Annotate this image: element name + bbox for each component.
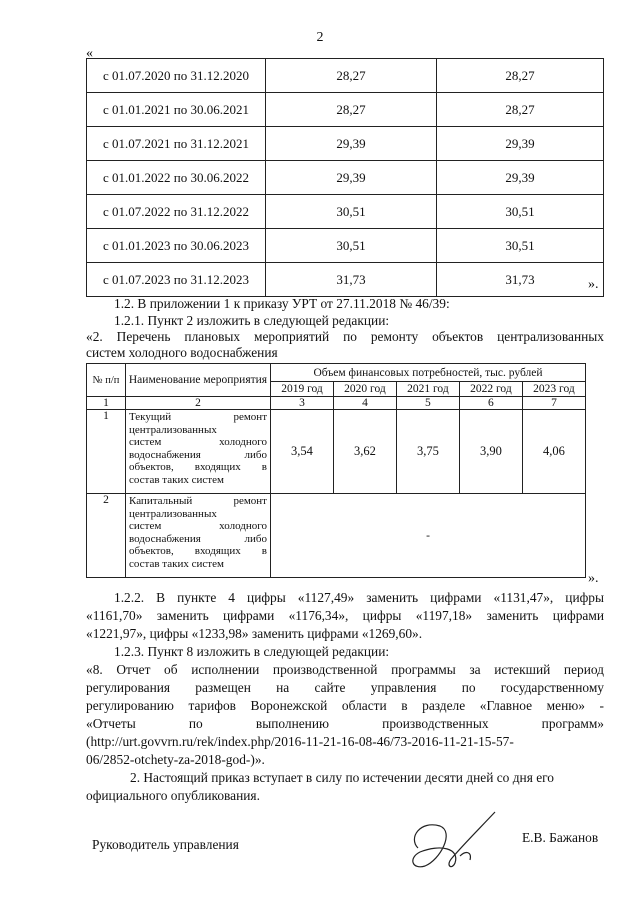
tariff-row [87, 93, 604, 127]
plan-table-close: ». [588, 571, 599, 586]
paragraph-2-line2: официального опубликования. [86, 788, 260, 803]
row-value: 4,06 [522, 410, 585, 494]
column-number: 7 [522, 397, 585, 410]
plan-title-line2: систем холодного водоснабжения [86, 345, 278, 360]
tariff-row [87, 161, 604, 195]
paragraph-1-2-1: 1.2.1. Пункт 2 изложить в следующей редакции: [114, 313, 390, 328]
quote-open: « [86, 46, 93, 61]
row-value: 3,75 [396, 410, 459, 494]
tariff-value2-cell: 29,39 [437, 161, 604, 195]
tariff-value1-cell: 30,51 [266, 229, 437, 263]
tariff-row [87, 127, 604, 161]
tariff-period-cell: с 01.07.2023 по 31.12.2023 [87, 263, 266, 297]
row-name-line: систем холодного [129, 520, 267, 532]
row-dash: - [271, 494, 586, 578]
header-name: Наименование мероприятия [126, 364, 271, 397]
tariff-value2-cell: 30,51 [437, 195, 604, 229]
row-value: 3,54 [271, 410, 334, 494]
paragraph-1-2-3: 1.2.3. Пункт 8 изложить в следующей редакции: [114, 644, 390, 659]
paragraph-1-2: 1.2. В приложении 1 к приказу УРТ от 27.11.2018 № 46/39: [114, 296, 450, 311]
tariff-period-cell: с 01.07.2021 по 31.12.2021 [87, 127, 266, 161]
paragraph-1-2-2-line3: «1221,97», цифры «1233,98» заменить цифрами «1269,60». [86, 626, 423, 641]
paragraph-1-2-2-line2: «1161,70» заменить цифрами «1176,34», цифры «1197,18» заменить цифрами [86, 608, 604, 623]
column-number: 6 [459, 397, 522, 410]
page-number: 2 [316, 30, 324, 45]
header-number: № п/п [87, 364, 126, 397]
row-value: 3,62 [333, 410, 396, 494]
header-year: 2021 год [396, 382, 459, 397]
row-name-line: объектов, входящих в [129, 545, 267, 557]
tariff-value1-cell: 31,73 [266, 263, 437, 297]
tariff-value1-cell: 29,39 [266, 127, 437, 161]
paragraph-8-line4: «Отчеты по выполнению производственных программ» [86, 716, 604, 731]
tariff-period-cell: с 01.01.2023 по 30.06.2023 [87, 229, 266, 263]
paragraph-8-line5: (http://urt.govvrn.ru/rek/index.php/2016-11-21-16-08-46/73-2016-11-21-15-57- [86, 734, 514, 749]
tariff-value2-cell: 28,27 [437, 59, 604, 93]
tariff-value1-cell: 28,27 [266, 93, 437, 127]
row-name-line: водоснабжения либо [129, 532, 267, 545]
row-name-line: централизованных [129, 507, 217, 520]
header-volume: Объем финансовых потребностей, тыс. рублей [271, 364, 586, 382]
tariff-table-close: ». [588, 277, 599, 292]
column-number: 1 [87, 397, 126, 410]
tariff-row [87, 195, 604, 229]
tariff-value2-cell: 28,27 [437, 93, 604, 127]
tariff-value2-cell: 29,39 [437, 127, 604, 161]
row-name-line: Текущий ремонт [129, 411, 267, 423]
row-name-line: водоснабжения либо [129, 448, 267, 461]
tariff-period-cell: с 01.07.2022 по 31.12.2022 [87, 195, 266, 229]
paragraph-2-line1: 2. Настоящий приказ вступает в силу по истечении десяти дней со дня его [130, 770, 555, 785]
tariff-row [87, 263, 604, 297]
row-value: 3,90 [459, 410, 522, 494]
paragraph-8-line1: «8. Отчет об исполнении производственной программы за истекший период [86, 662, 604, 677]
row-name-line: объектов, входящих в [129, 461, 267, 473]
tariff-value1-cell: 28,27 [266, 59, 437, 93]
header-year: 2022 год [459, 382, 522, 397]
row-name-line: состав таких систем [129, 557, 224, 570]
header-year: 2020 год [333, 382, 396, 397]
tariff-period-cell: с 01.01.2021 по 30.06.2021 [87, 93, 266, 127]
tariff-period-cell: с 01.07.2020 по 31.12.2020 [87, 59, 266, 93]
row-name-line: централизованных [129, 423, 217, 436]
signature-name: Е.В. Бажанов [522, 830, 599, 845]
column-number: 3 [271, 397, 334, 410]
handwritten-signature [400, 808, 510, 880]
paragraph-8-line2: регулирования размещен на сайте управления по государственному [86, 680, 604, 695]
column-number: 4 [333, 397, 396, 410]
paragraph-8-line6: 06/2852-otchety-za-2018-god-)». [86, 752, 265, 767]
paragraph-8-line3: регулированию тарифов Воронежской области в разделе «Главное меню» - [86, 698, 604, 713]
header-year: 2019 год [271, 382, 334, 397]
column-number: 5 [396, 397, 459, 410]
row-name-line: состав таких систем [129, 473, 224, 486]
row-name-line: систем холодного [129, 436, 267, 448]
tariff-row [87, 59, 604, 93]
header-year: 2023 год [522, 382, 585, 397]
tariff-value1-cell: 29,39 [266, 161, 437, 195]
signature-position: Руководитель управления [92, 837, 239, 852]
row-name-line: Капитальный ремонт [129, 495, 267, 507]
plan-title-line1: «2. Перечень плановых мероприятий по ремонту объектов централизованных [86, 329, 604, 344]
tariff-period-cell: с 01.01.2022 по 30.06.2022 [87, 161, 266, 195]
tariff-value2-cell: 31,73 [437, 263, 604, 297]
row-number: 2 [87, 494, 126, 578]
row-number: 1 [87, 410, 126, 494]
tariff-value2-cell: 30,51 [437, 229, 604, 263]
row-name [126, 410, 271, 494]
paragraph-1-2-2-line1: 1.2.2. В пункте 4 цифры «1127,49» заменить цифрами «1131,47», цифры [114, 590, 604, 605]
tariff-table [86, 58, 604, 297]
column-number: 2 [126, 397, 271, 410]
row-name [126, 494, 271, 578]
tariff-value1-cell: 30,51 [266, 195, 437, 229]
tariff-row [87, 229, 604, 263]
plan-table [86, 363, 586, 578]
